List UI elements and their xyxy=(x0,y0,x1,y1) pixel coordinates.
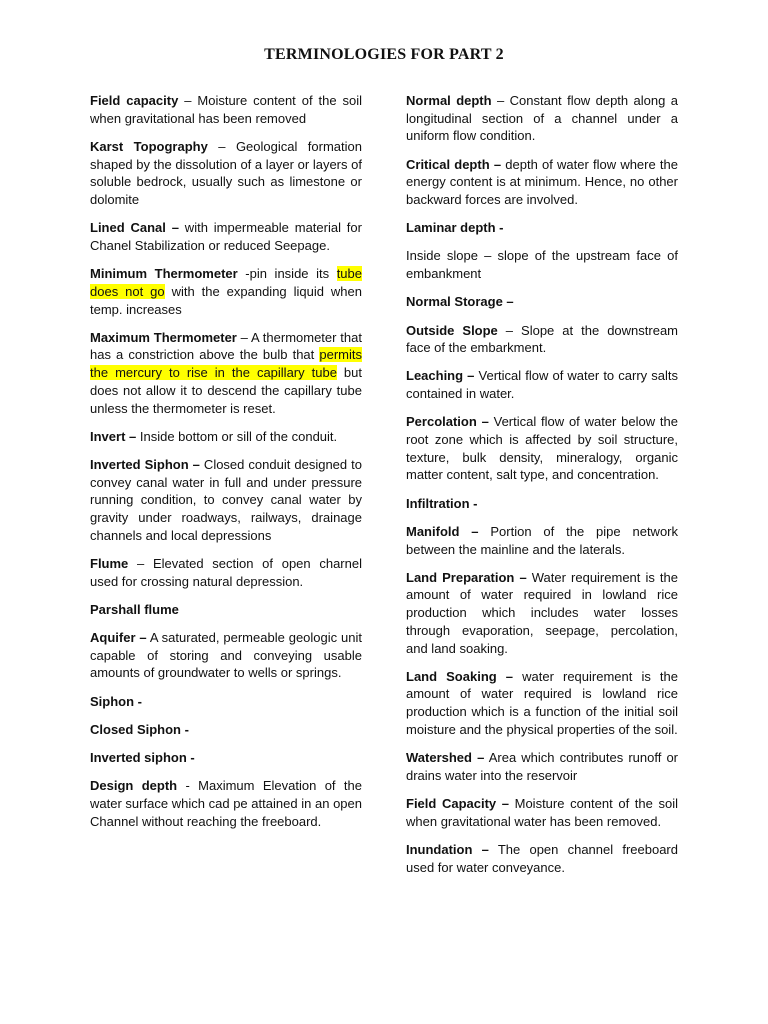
term-name: Normal depth xyxy=(406,93,492,108)
definition-text: but does not allow it to descend the capillary tube unless the thermometer is reset. xyxy=(90,365,362,416)
definition-text: - Maximum Elevation of the water surface which cad pe attained in an open Channel without reaching the freeboard. xyxy=(90,778,362,829)
term-entry xyxy=(90,219,362,254)
term-name: Inverted siphon - xyxy=(90,750,195,766)
left-column xyxy=(90,92,362,841)
highlighted-text: tube does not go xyxy=(90,266,362,299)
term-name: Outside Slope xyxy=(406,322,498,338)
term-entry xyxy=(90,721,362,739)
highlighted-text: permits the mercury to rise in the capillary tube xyxy=(90,347,362,381)
term-name: Design depth xyxy=(90,778,178,794)
definition-text: – Elevated section of open charnel used for crossing natural depression. xyxy=(90,555,362,589)
definition-text: – A thermometer that has a constriction above the bulb that xyxy=(90,329,362,363)
definition-text: with the expanding liquid when temp. increases xyxy=(90,283,362,317)
definition-text: water requirement is the amount of water required is lowland rice production which is a function of the initial soil moisture and the physical properties of the soil. xyxy=(406,668,678,737)
term-name: Inundation – xyxy=(406,841,489,857)
definition-text: depth of water flow where the energy content is at minimum. Hence, no other backward forces are involved. xyxy=(406,156,678,208)
term-entry xyxy=(90,693,362,711)
page-title: TERMINOLOGIES FOR PART 2 xyxy=(264,46,504,63)
term-entry xyxy=(90,428,362,446)
definition-text: Water requirement is the amount of water required in lowland rice production which includes water losses through evaporation, seepage, percolation, and land soaking. xyxy=(406,569,679,656)
term-name: Land Preparation – xyxy=(406,569,527,585)
definition-text: – Slope at the downstream face of the embarkment. xyxy=(406,322,678,356)
term-entry xyxy=(406,749,678,784)
term-entry xyxy=(406,322,678,357)
term-entry xyxy=(406,413,678,484)
term-entry xyxy=(406,293,678,311)
definition-text: Vertical flow of water to carry salts contained in water. xyxy=(406,368,678,402)
definition-text: The open channel freeboard used for water conveyance. xyxy=(406,841,678,875)
definition-text: Area which contributes runoff or drains water into the reservoir xyxy=(406,750,678,783)
definition-text: A saturated, permeable geologic unit capable of storing and conveying usable amounts of groundwater to wells or springs. xyxy=(90,630,362,681)
term-entry xyxy=(90,601,362,619)
term-name: Critical depth – xyxy=(406,156,502,172)
definition-text: Vertical flow of water below the root zone which is affected by soil structure, texture, bulk density, mineralogy, organic matter content, salt type, and concentration. xyxy=(406,414,679,483)
term-name: Normal Storage – xyxy=(406,294,514,310)
term-entry xyxy=(90,138,362,209)
term-entry xyxy=(406,156,678,209)
term-name: Field capacity xyxy=(90,93,179,108)
right-column xyxy=(406,92,678,887)
definition-text: -pin inside its xyxy=(237,266,337,282)
term-entry xyxy=(90,92,362,127)
definition-text: Closed conduit designed to convey canal water in full and under pressure running condition, to convey canal water by gravity under roadways, railways, drainage channels and local depressions xyxy=(90,456,362,543)
term-entry xyxy=(406,367,678,402)
term-name: Field Capacity – xyxy=(406,796,509,811)
term-name: Inverted Siphon – xyxy=(90,456,200,472)
term-entry xyxy=(406,569,678,658)
definition-text: Inside slope – slope of the upstream face of embankment xyxy=(406,248,678,282)
term-entry xyxy=(406,92,678,145)
term-entry xyxy=(90,456,362,545)
term-name: Percolation – xyxy=(406,414,489,430)
term-name: Infiltration - xyxy=(406,495,478,511)
definition-text: Portion of the pipe network between the mainline and the laterals. xyxy=(406,523,679,557)
term-name: Watershed – xyxy=(406,750,485,766)
term-name: Aquifer – xyxy=(90,630,147,646)
term-entry xyxy=(406,523,678,558)
term-entry xyxy=(90,555,362,590)
term-entry xyxy=(406,219,678,237)
term-entry xyxy=(406,795,678,830)
term-name: Closed Siphon - xyxy=(90,721,189,737)
term-name: Flume xyxy=(90,555,129,571)
definition-text: Moisture content of the soil when gravitational water has been removed. xyxy=(406,796,678,829)
term-entry xyxy=(406,247,678,282)
definition-text: with impermeable material for Chanel Stabilization or reduced Seepage. xyxy=(90,220,362,253)
term-entry xyxy=(406,841,678,876)
term-entry xyxy=(90,749,362,767)
term-name: Karst Topography xyxy=(90,138,208,154)
definition-text: – Constant flow depth along a longitudinal section of a channel under a uniform flow condition. xyxy=(406,93,678,144)
term-name: Land Soaking – xyxy=(406,668,514,684)
term-entry xyxy=(90,329,362,418)
term-name: Siphon - xyxy=(90,693,142,709)
term-entry xyxy=(90,265,362,318)
term-entry xyxy=(406,495,678,513)
term-name: Leaching – xyxy=(406,368,475,384)
term-name: Minimum Thermometer xyxy=(90,266,238,282)
definition-text: – Geological formation shaped by the dissolution of a layer or layers of soluble bedrock, usually such as limestone or dolomite xyxy=(90,138,362,208)
term-name: Lined Canal – xyxy=(90,220,179,236)
term-name: Laminar depth - xyxy=(406,220,504,236)
term-name: Invert – xyxy=(90,428,137,444)
term-entry xyxy=(90,777,362,830)
term-name: Manifold – xyxy=(406,523,479,539)
term-entry xyxy=(406,668,678,739)
definition-text: – Moisture content of the soil when gravitational has been removed xyxy=(90,93,362,126)
term-name: Parshall flume xyxy=(90,601,179,617)
term-name: Maximum Thermometer xyxy=(90,329,237,345)
definition-text: Inside bottom or sill of the conduit. xyxy=(136,428,338,444)
term-entry xyxy=(90,629,362,682)
